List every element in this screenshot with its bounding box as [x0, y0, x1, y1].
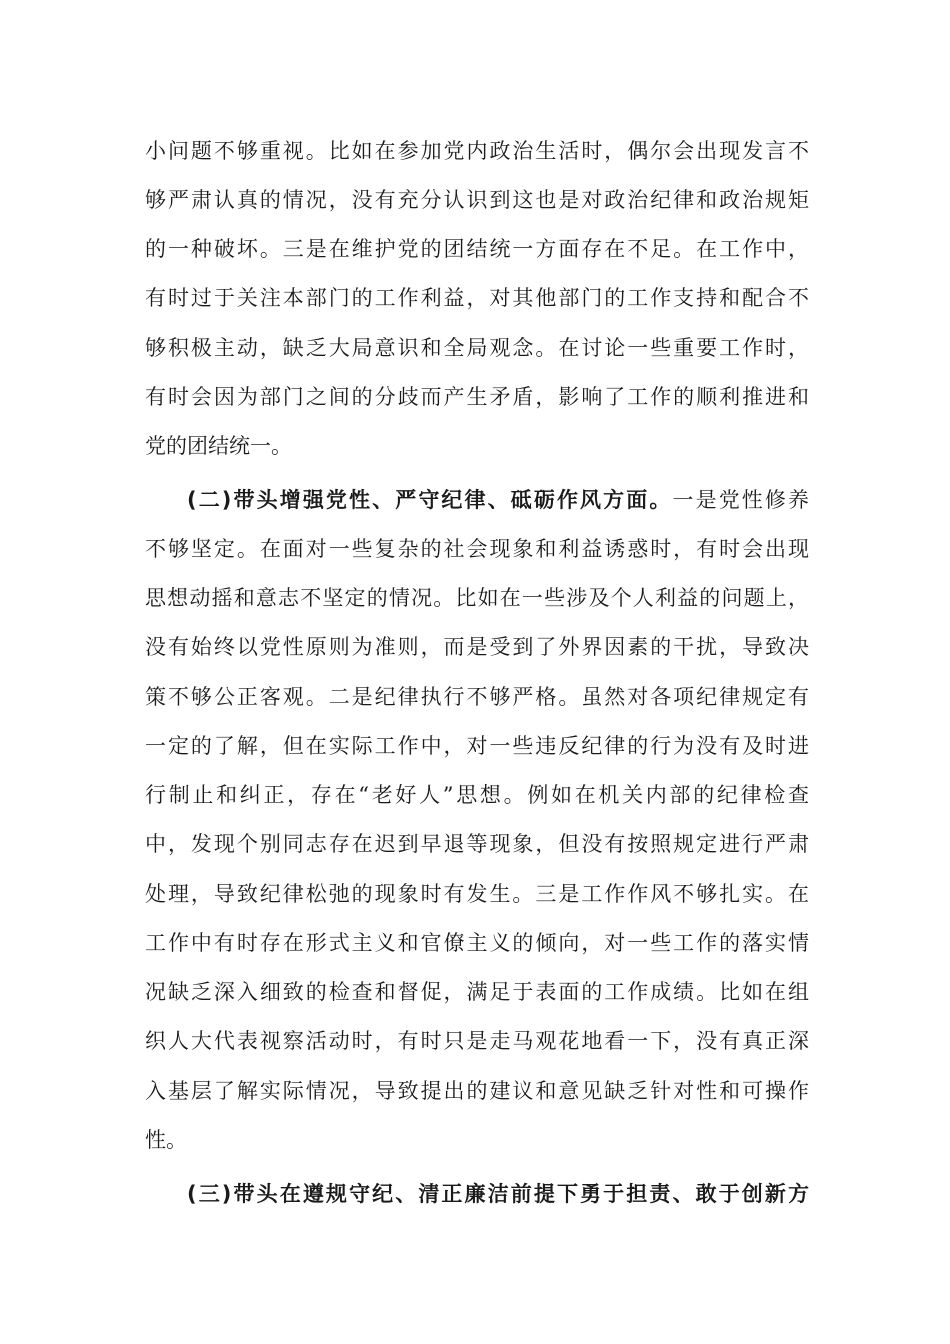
section-heading-3: (三)带头在遵规守纪、清正廉洁前提下勇于担责、敢于创新方 — [187, 1182, 809, 1206]
paragraph-line — [145, 1120, 809, 1160]
line-text: 够严肃认真的情况，没有充分认识到这也是对政治纪律和政治规矩 — [145, 188, 809, 212]
line-text: 性。 — [145, 1128, 187, 1152]
line-text: 党的团结统一。 — [145, 434, 292, 458]
line-text: 思想动摇和意志不坚定的情况。比如在一些涉及个人利益的问题上， — [145, 586, 809, 610]
line-text: 小问题不够重视。比如在参加党内政治生活时，偶尔会出现发言不 — [145, 139, 809, 163]
paragraph-line — [145, 775, 809, 815]
paragraph-line — [145, 278, 809, 318]
paragraph-line — [145, 131, 809, 171]
line-text: 不够坚定。在面对一些复杂的社会现象和利益诱惑时，有时会出现 — [145, 537, 809, 561]
paragraph-line — [145, 923, 809, 963]
paragraph-line — [145, 1021, 809, 1061]
section-heading-2: (二)带头增强党性、严守纪律、砥砺作风方面。 — [187, 488, 673, 512]
paragraph-line — [145, 328, 809, 368]
paragraph-line — [145, 726, 809, 766]
paragraph-line — [145, 229, 809, 269]
line-text: 的一种破坏。三是在维护党的团结统一方面存在不足。在工作中， — [145, 237, 809, 261]
line-text: 有时过于关注本部门的工作利益，对其他部门的工作支持和配合不 — [145, 286, 809, 310]
paragraph-line — [145, 627, 809, 667]
line-text: 工作中有时存在形式主义和官僚主义的倾向，对一些工作的落实情 — [145, 931, 809, 955]
line-text: 处理，导致纪律松弛的现象时有发生。三是工作作风不够扎实。在 — [145, 882, 809, 906]
section-heading-line — [187, 480, 809, 520]
paragraph-line — [145, 578, 809, 618]
paragraph-line — [145, 874, 809, 914]
line-text: 织人大代表视察活动时，有时只是走马观花地看一下，没有真正深 — [145, 1029, 809, 1053]
paragraph-line — [145, 377, 809, 417]
line-text: 况缺乏深入细致的检查和督促，满足于表面的工作成绩。比如在组 — [145, 980, 809, 1004]
line-text: 够积极主动，缺乏大局意识和全局观念。在讨论一些重要工作时， — [145, 336, 809, 360]
line-text: 中，发现个别同志存在迟到早退等现象，但没有按照规定进行严肃 — [145, 832, 809, 856]
paragraph-line — [145, 824, 809, 864]
line-text: 行制止和纠正，存在“老好人”思想。例如在机关内部的纪律检查 — [145, 783, 809, 807]
line-text: 一定的了解，但在实际工作中，对一些违反纪律的行为没有及时进 — [145, 734, 809, 758]
paragraph-line — [145, 426, 809, 466]
paragraph-line — [145, 677, 809, 717]
line-text: 策不够公正客观。二是纪律执行不够严格。虽然对各项纪律规定有 — [145, 685, 809, 709]
paragraph-line — [145, 972, 809, 1012]
line-text: 没有始终以党性原则为准则，而是受到了外界因素的干扰，导致决 — [145, 635, 809, 659]
section-heading-line — [187, 1174, 809, 1214]
paragraph-line — [145, 180, 809, 220]
line-text: 入基层了解实际情况，导致提出的建议和意见缺乏针对性和可操作 — [145, 1079, 809, 1103]
paragraph-line — [145, 1071, 809, 1111]
line-text: 有时会因为部门之间的分歧而产生矛盾，影响了工作的顺利推进和 — [145, 385, 809, 409]
paragraph-line — [145, 529, 809, 569]
line-text: 一是党性修养 — [672, 488, 810, 512]
